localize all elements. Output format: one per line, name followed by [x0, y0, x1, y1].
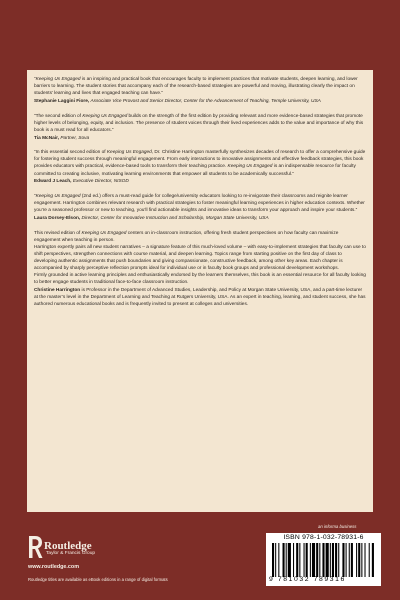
ebook-note: Routledge titles are available as eBook editions in a range of digital formats: [28, 577, 168, 582]
barcode-bar: [364, 543, 365, 577]
publisher-strip: [0, 522, 400, 600]
text-segment: centers on in-classroom instruction, offering fresh student perspectives on how faculty can maximize engagement when teaching in person.: [34, 230, 339, 243]
endorsement-quote: [34, 113, 366, 134]
barcode-bar: [346, 543, 347, 577]
barcode-bar: [358, 543, 360, 577]
barcode-bar: [335, 543, 337, 577]
barcode-bar: [275, 543, 276, 577]
book-title-italic: Keeping Us Engaged: [35, 77, 81, 82]
text-segment: “In this essential second edition of: [34, 150, 107, 156]
panel-inner: [27, 70, 373, 308]
text-segment: “: [34, 77, 36, 82]
endorsement-attribution: Tia McNair, Partner, Sova: [34, 135, 90, 141]
text-segment: Firmly grounded in active learning principles and enthusiastically endorsed by the learners themselves, this book is an essential resource for all faculty looking to better engage students in traditional face-to-face classroom instruction.: [34, 273, 366, 286]
endorser-name: Tia McNair: [34, 135, 58, 141]
endorsement: [34, 193, 366, 222]
book-title-italic: Keeping Us Engaged: [106, 150, 152, 156]
text-segment: , Dr. Christine Harrington masterfully synthesizes decades of research to offer a comprehensive guide for fostering student success through meaningful engagement. From early interactions to innovative assignments and effective feedback strategies, this book provides educators with practical, evidence-based tools to transform their teaching practice.: [34, 150, 366, 170]
barcode-bar: [330, 543, 331, 577]
barcode-box: [266, 533, 381, 586]
barcode-bar: [272, 543, 274, 577]
barcode-bar: [349, 543, 350, 577]
endorsement-attribution: Laura Dorsey-Elson, Director, Center for Innovative Instruction and Scholarship, Morgan State University, USA: [34, 215, 269, 221]
description-paragraph: [34, 230, 366, 244]
endorser-role: Partner, Sova: [60, 135, 90, 141]
endorser-name: Edward J Leach: [34, 179, 71, 185]
text-segment: This revised edition of: [34, 230, 82, 236]
barcode-bar: [299, 543, 300, 577]
barcode-bar: [286, 543, 287, 577]
barcode-bar: [338, 543, 339, 577]
endorsement-quote: [34, 149, 366, 178]
endorser-name: Laura Dorsey-Elson: [34, 215, 79, 221]
endorsement-quote: [34, 193, 366, 214]
author-bio: [34, 287, 366, 308]
text-segment: (2nd ed.) offers a must-read guide for college/university educators looking to re-invigorate their classrooms and reignite learner engagement. Harrington combines relevant research with practical strategies to foster meaningful learning experiences in higher education contexts. Whether you’re a seasoned professor or new to teaching, you’ll find actionable insights and innovative ideas to transform your approach and inspire your students.”: [34, 193, 365, 214]
text-segment: builds on the strength of the first edition by providing relevant and more evidence-based strategies that promote higher levels of belonging, equity, and inclusion. The presence of student voices through their lived experiences adds to the value and importance of why this book is a must read for all educators.”: [34, 113, 364, 133]
book-title-italic: Keeping Us Engaged: [227, 164, 273, 170]
text-segment: is an indispensable resource for faculty committed to creating inclusive, motivating learning environments that empower all students to be academically successful.”: [34, 164, 356, 177]
barcode-bar: [332, 543, 334, 577]
barcode-digits: 9 781032 789316: [269, 576, 346, 583]
barcode-bar: [342, 543, 344, 577]
barcode-bar: [356, 543, 357, 577]
description: [34, 230, 366, 287]
barcode-bar: [319, 543, 320, 577]
barcode-bar: [369, 543, 370, 577]
publisher-url[interactable]: www.routledge.com: [28, 564, 80, 570]
text-segment: is an inspiring and practical book that encourages faculty to implement practices that motivate students, deepen learning, and lower barriers to learning. The student stories that accompany each of the research-based strategies are powerful and moving, illustrating clearly the impact on students’ learning and lives that engaged teaching can have.”: [34, 77, 358, 97]
endorsement-quote: [34, 76, 366, 97]
description-paragraph: [34, 244, 366, 273]
endorser-role: Associate Vice Provost and Senior Director, Center for the Advancement of Teaching, Temple University, USA: [90, 98, 321, 104]
book-title-italic: Keeping Us Engaged: [35, 193, 81, 199]
barcode-bar: [316, 543, 318, 577]
endorser-role: Executive Director, NISOD: [72, 179, 129, 185]
barcode-bar: [304, 543, 305, 577]
barcode-bar: [351, 543, 353, 577]
publisher-name: Routledge: [44, 540, 92, 552]
barcode-bar: [306, 543, 308, 577]
barcode-bar: [322, 543, 324, 577]
barcode-bar: [288, 543, 291, 577]
text-panel: [27, 70, 373, 512]
endorser-role: Director, Center for Innovative Instruction and Scholarship, Morgan State University, USA: [81, 215, 269, 221]
barcode-bar: [361, 543, 362, 577]
routledge-logo-icon: [27, 534, 43, 560]
endorsements: [34, 76, 366, 222]
barcode-bar: [312, 543, 315, 577]
text-segment: Harrington expertly pairs all new student narratives – a signature feature of this much-loved volume – with easy-to-implement strategies that faculty can use to shift perspectives, strengthen connections with course material, and deepen learning. Topics range from starting positive on the first day of class to developing authentic assignments that push boundaries and giving compassionate, constructive feedback, among other key areas. Each chapter is accompanied by sharply perceptive reflection prompts ideal for individual use or in faculty book groups and professional development workshops.: [34, 244, 366, 272]
barcode-bar: [278, 543, 279, 577]
barcode-bar: [310, 543, 311, 577]
book-title-italic: Keeping Us Engaged: [81, 230, 127, 236]
endorsement: [34, 149, 366, 185]
text-segment: “: [34, 193, 36, 199]
endorsement: [34, 113, 366, 142]
barcode-icon: [272, 543, 375, 577]
informa-tag: an informa business: [318, 524, 357, 529]
author-bio-text: is Professor in the Department of Advanced Studies, Leadership, and Policy at Morgan State University, USA, and a part-time lecturer at the master’s level in the Department of Learning and Teaching at Rutgers University, USA. As an expert in teaching, learning, and student success, she has authored numerous educational books and is frequently invited to present at colleges and universities.: [34, 287, 366, 307]
endorser-name: Stephanie Laggini Fiore: [34, 98, 88, 104]
author-name: Christine Harrington: [34, 287, 81, 293]
publisher-group: Taylor & Francis Group: [46, 551, 96, 556]
text-segment: “The second edition of: [34, 113, 83, 119]
barcode-bar: [296, 543, 298, 577]
barcode-bar: [372, 543, 374, 577]
description-paragraph: [34, 272, 366, 286]
endorsement-attribution: Edward J Leach, Executive Director, NISOD: [34, 179, 129, 185]
endorsement: [34, 76, 366, 105]
book-title-italic: Keeping Us Engaged: [82, 113, 128, 119]
isbn-label: ISBN 978-1-032-78931-6: [283, 534, 364, 541]
barcode-bar: [293, 543, 294, 577]
barcode-bar: [283, 543, 285, 577]
endorsement-attribution: Stephanie Laggini Fiore, Associate Vice Provost and Senior Director, Center for the Advancement of Teaching, Temple University, USA: [34, 98, 321, 104]
barcode-bar: [326, 543, 329, 577]
